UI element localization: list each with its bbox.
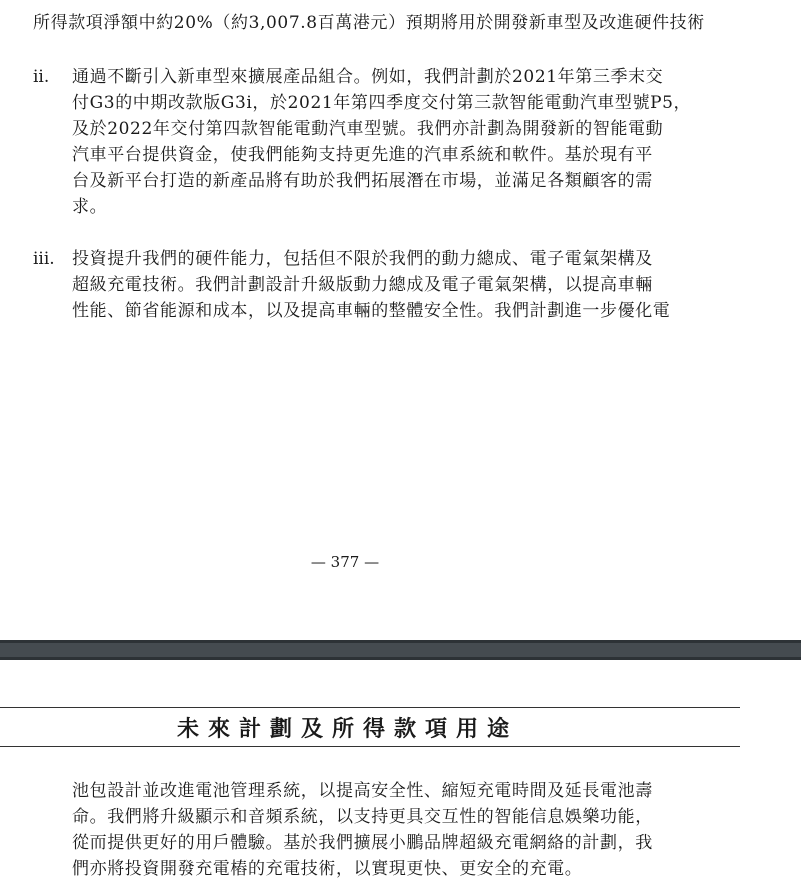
list-item-line: 付G3的中期改款版G3i，於2021年第四季度交付第三款智能電動汽車型號P5， bbox=[72, 93, 692, 113]
paragraph-line: 命。我們將升級顯示和音頻系統，以支持更具交互性的智能信息娛樂功能， bbox=[72, 807, 653, 827]
page-divider bbox=[0, 640, 801, 660]
page-number: — 377 — bbox=[310, 553, 380, 571]
paragraph-line: 從而提供更好的用戶體驗。基於我們擴展小鵬品牌超級充電網絡的計劃，我 bbox=[72, 833, 653, 853]
list-item-line: 求。 bbox=[72, 197, 108, 217]
header-bottom-rule bbox=[0, 746, 740, 747]
paragraph-line: 們亦將投資開發充電樁的充電技術，以實現更快、更安全的充電。 bbox=[72, 859, 583, 879]
list-item-line: 台及新平台打造的新產品將有助於我們拓展潛在市場，並滿足各類顧客的需 bbox=[72, 171, 653, 191]
list-item-line: 投資提升我們的硬件能力，包括但不限於我們的動力總成、電子電氣架構及 bbox=[72, 249, 653, 269]
section-title: 未來計劃及所得款項用途 bbox=[176, 716, 518, 742]
list-item-marker: ii. bbox=[33, 67, 50, 87]
list-item-line: 超級充電技術。我們計劃設計升級版動力總成及電子電氣架構，以提高車輛 bbox=[72, 275, 653, 295]
header-top-rule bbox=[0, 707, 740, 708]
paragraph-line: 池包設計並改進電池管理系統，以提高安全性、縮短充電時間及延長電池壽 bbox=[72, 781, 653, 801]
list-item-line: 性能、節省能源和成本，以及提高車輛的整體安全性。我們計劃進一步優化電 bbox=[72, 301, 671, 321]
list-item-line: 通過不斷引入新車型來擴展產品組合。例如，我們計劃於2021年第三季末交 bbox=[72, 67, 664, 87]
list-item-line: 及於2022年交付第四款智能電動汽車型號。我們亦計劃為開發新的智能電動 bbox=[72, 119, 664, 139]
intro-paragraph-line: 所得款項淨額中約20%（約3,007.8百萬港元）預期將用於開發新車型及改進硬件技術 bbox=[33, 13, 705, 33]
list-item-line: 汽車平台提供資金，使我們能夠支持更先進的汽車系統和軟件。基於現有平 bbox=[72, 145, 653, 165]
list-item-marker: iii. bbox=[33, 249, 55, 269]
